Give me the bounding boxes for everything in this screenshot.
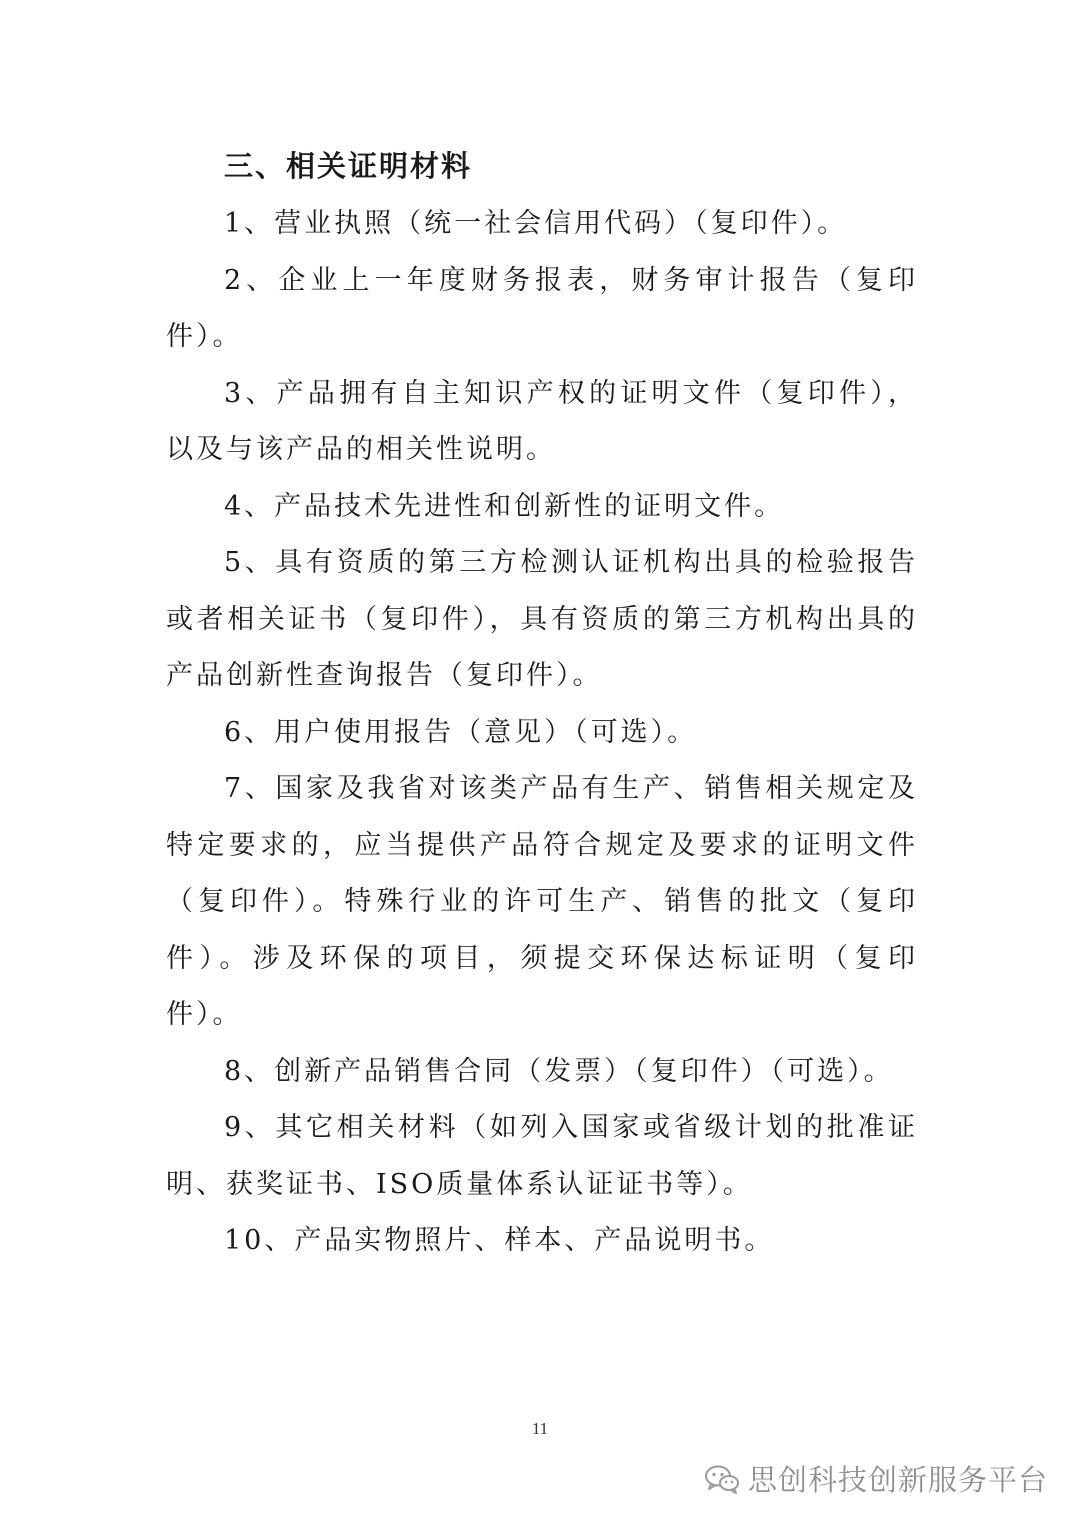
- watermark-text: 思创科技创新服务平台: [747, 1463, 1048, 1497]
- list-item-6: 6、用户使用报告（意见）（可选）。: [224, 716, 698, 748]
- document-body: [166, 138, 918, 1270]
- list-item-3: 3、产品拥有自主知识产权的证明文件（复印件），以及与该产品的相关性说明。: [166, 377, 918, 465]
- section-heading: 三、相关证明材料: [224, 149, 473, 183]
- list-item-10: 10、产品实物照片、样本、产品说明书。: [224, 1225, 775, 1256]
- list-item-1: 1、营业执照（统一社会信用代码）（复印件）。: [224, 208, 848, 239]
- list-item-7: 7、国家及我省对该类产品有生产、销售相关规定及特定要求的，应当提供产品符合规定及要求的证明文件（复印件）。特殊行业的许可生产、销售的批文（复印件）。涉及环保的项目，须提交环保达标证明（复印件）。: [166, 773, 918, 1030]
- watermark: [704, 1458, 1048, 1499]
- wechat-icon: [704, 1464, 740, 1494]
- list-item-8: 8、创新产品销售合同（发票）（复印件）（可选）。: [224, 1055, 894, 1087]
- list-item-5: 5、具有资质的第三方检测认证机构出具的检验报告或者相关证书（复印件），具有资质的第三方机构出具的产品创新性查询报告（复印件）。: [166, 547, 918, 691]
- page-number: 11: [531, 1419, 549, 1438]
- list-item-2: 2、企业上一年度财务报表，财务审计报告（复印件）。: [166, 264, 918, 352]
- list-item-4: 4、产品技术先进性和创新性的证明文件。: [224, 490, 785, 522]
- list-item-9: 9、其它相关材料（如列入国家或省级计划的批准证明、获奖证书、ISO质量体系认证证书等）。: [166, 1112, 918, 1200]
